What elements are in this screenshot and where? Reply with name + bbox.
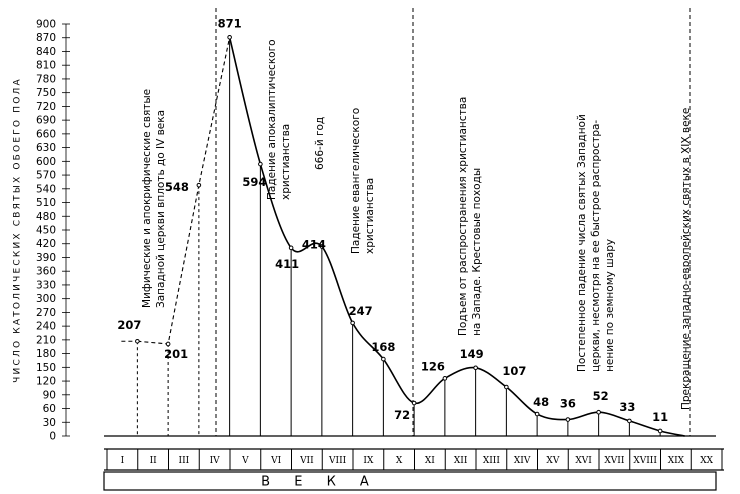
- x-tick-label: XII: [453, 456, 468, 466]
- x-tick-label: VI: [271, 456, 282, 466]
- y-tick-label: 720: [35, 100, 56, 113]
- annotation-line: Постепенное падение числа святых Западной: [576, 114, 588, 372]
- data-label: 33: [619, 399, 636, 414]
- y-tick-label: 0: [49, 430, 56, 443]
- y-tick-label: 90: [42, 389, 56, 402]
- x-tick-label: XIX: [667, 456, 685, 466]
- x-tick-label: V: [242, 456, 249, 466]
- data-label: 149: [459, 346, 484, 361]
- data-label: 107: [502, 364, 527, 379]
- data-point: [228, 35, 232, 39]
- x-tick-label: XIV: [513, 456, 531, 466]
- y-tick-label: 540: [35, 183, 56, 196]
- data-point: [566, 418, 570, 422]
- y-tick-label: 420: [35, 238, 56, 251]
- data-point: [351, 321, 355, 325]
- x-tick-label: IV: [209, 456, 220, 466]
- y-tick-label: 870: [35, 32, 56, 45]
- data-point: [136, 339, 140, 343]
- y-tick-label: 270: [35, 306, 56, 319]
- annotation-line: Прекращение западно-европейских святых в XIX веке: [680, 107, 692, 410]
- y-tick-label: 150: [35, 361, 56, 374]
- y-tick-label: 180: [35, 348, 56, 361]
- data-point: [412, 401, 416, 405]
- annotation-line: 666-й год: [314, 116, 326, 170]
- annotation-line: нение по земному шару: [604, 238, 616, 372]
- data-point: [259, 162, 263, 166]
- data-label: 11: [652, 409, 669, 424]
- y-tick-label: 210: [35, 334, 56, 347]
- annotation-line: на Западе. Крестовые походы: [471, 167, 483, 336]
- data-point: [289, 246, 293, 250]
- data-point: [535, 412, 539, 416]
- x-tick-label: IX: [363, 456, 374, 466]
- data-label: 201: [164, 346, 189, 361]
- y-tick-label: 690: [35, 114, 56, 127]
- x-tick-label: XVI: [575, 456, 592, 466]
- annotation-line: христианства: [364, 177, 376, 254]
- y-axis-label-group: [13, 77, 23, 383]
- data-point: [474, 366, 478, 370]
- annotation-line: христианства: [280, 123, 292, 200]
- y-tick-label: 30: [42, 416, 56, 429]
- data-label: 52: [592, 389, 609, 404]
- annotation: [576, 114, 616, 372]
- x-tick-label: XI: [424, 456, 435, 466]
- data-label: 168: [371, 340, 396, 355]
- annotation-line: Мифические и апокрифические святые: [141, 88, 153, 308]
- data-label: 126: [420, 359, 445, 374]
- x-tick-label: XIII: [482, 456, 500, 466]
- x-tick-label: XVII: [604, 456, 625, 466]
- x-axis-group: [104, 436, 724, 490]
- data-label: 594: [242, 175, 267, 190]
- x-tick-label: VIII: [329, 456, 347, 466]
- y-tick-label: 750: [35, 87, 56, 100]
- x-axis-label-group: [261, 475, 379, 490]
- x-tick-label: X: [395, 456, 403, 466]
- y-tick-label: 60: [42, 403, 56, 416]
- data-label: 414: [301, 237, 326, 252]
- data-point: [443, 377, 447, 381]
- x-tick-label: XVIII: [633, 456, 657, 466]
- x-tick-label: I: [120, 456, 125, 466]
- annotation: [680, 108, 692, 410]
- data-label: 48: [533, 395, 550, 410]
- annotation: [457, 97, 483, 336]
- data-label: 548: [164, 180, 189, 195]
- annotation: [266, 39, 292, 200]
- x-tick-label: III: [178, 456, 190, 466]
- x-tick-label: XV: [546, 456, 560, 466]
- annotation: [350, 108, 376, 254]
- data-point: [505, 385, 509, 389]
- annotation: [141, 89, 167, 308]
- y-tick-label: 840: [35, 45, 56, 58]
- annotation-line: Подъем от распространения христианства: [457, 96, 469, 336]
- x-label-box: [104, 472, 716, 490]
- y-tick-label: 120: [35, 375, 56, 388]
- y-tick-label: 300: [35, 293, 56, 306]
- annotation-line: Падение евангелического: [350, 107, 362, 254]
- y-tick-label: 810: [35, 59, 56, 72]
- x-tick-label: VII: [300, 456, 314, 466]
- data-label: 207: [117, 318, 142, 333]
- y-tick-label: 240: [35, 320, 56, 333]
- y-tick-label: 390: [35, 251, 56, 264]
- y-tick-label: 600: [35, 155, 56, 168]
- y-tick-label: 630: [35, 142, 56, 155]
- y-tick-label: 450: [35, 224, 56, 237]
- y-tick-label: 360: [35, 265, 56, 278]
- annotation-line: Падение апокалиптического: [266, 39, 278, 200]
- annotation: [314, 117, 326, 170]
- data-point: [597, 410, 601, 414]
- data-point: [382, 357, 386, 361]
- data-label: 72: [394, 408, 411, 423]
- x-tick-label: XX: [700, 456, 714, 466]
- data-point: [628, 419, 632, 423]
- data-point: [166, 342, 170, 346]
- y-tick-group: [36, 19, 70, 443]
- y-tick-label: 780: [35, 73, 56, 86]
- y-tick-label: 660: [35, 128, 56, 141]
- y-tick-label: 480: [35, 210, 56, 223]
- y-tick-label: 570: [35, 169, 56, 182]
- data-label: 871: [217, 16, 242, 31]
- x-tick-label: II: [149, 456, 157, 466]
- data-label: 411: [275, 256, 300, 271]
- x-axis-label: В Е К А: [261, 474, 379, 490]
- data-point: [197, 183, 201, 187]
- annotation-line: Западной церкви вплоть до IV века: [155, 109, 167, 308]
- data-point: [658, 429, 662, 433]
- y-tick-label: 510: [35, 197, 56, 210]
- annotation-group: [141, 39, 692, 410]
- y-tick-label: 900: [35, 18, 56, 31]
- data-label: 247: [348, 303, 373, 318]
- annotation-line: церкви, несмотря на ее быстрое распростра-: [590, 119, 602, 372]
- y-axis-label: ЧИСЛО КАТОЛИЧЕСКИХ СВЯТЫХ ОБОЕГО ПОЛА: [12, 77, 23, 383]
- data-label: 36: [559, 396, 576, 411]
- y-tick-label: 330: [35, 279, 56, 292]
